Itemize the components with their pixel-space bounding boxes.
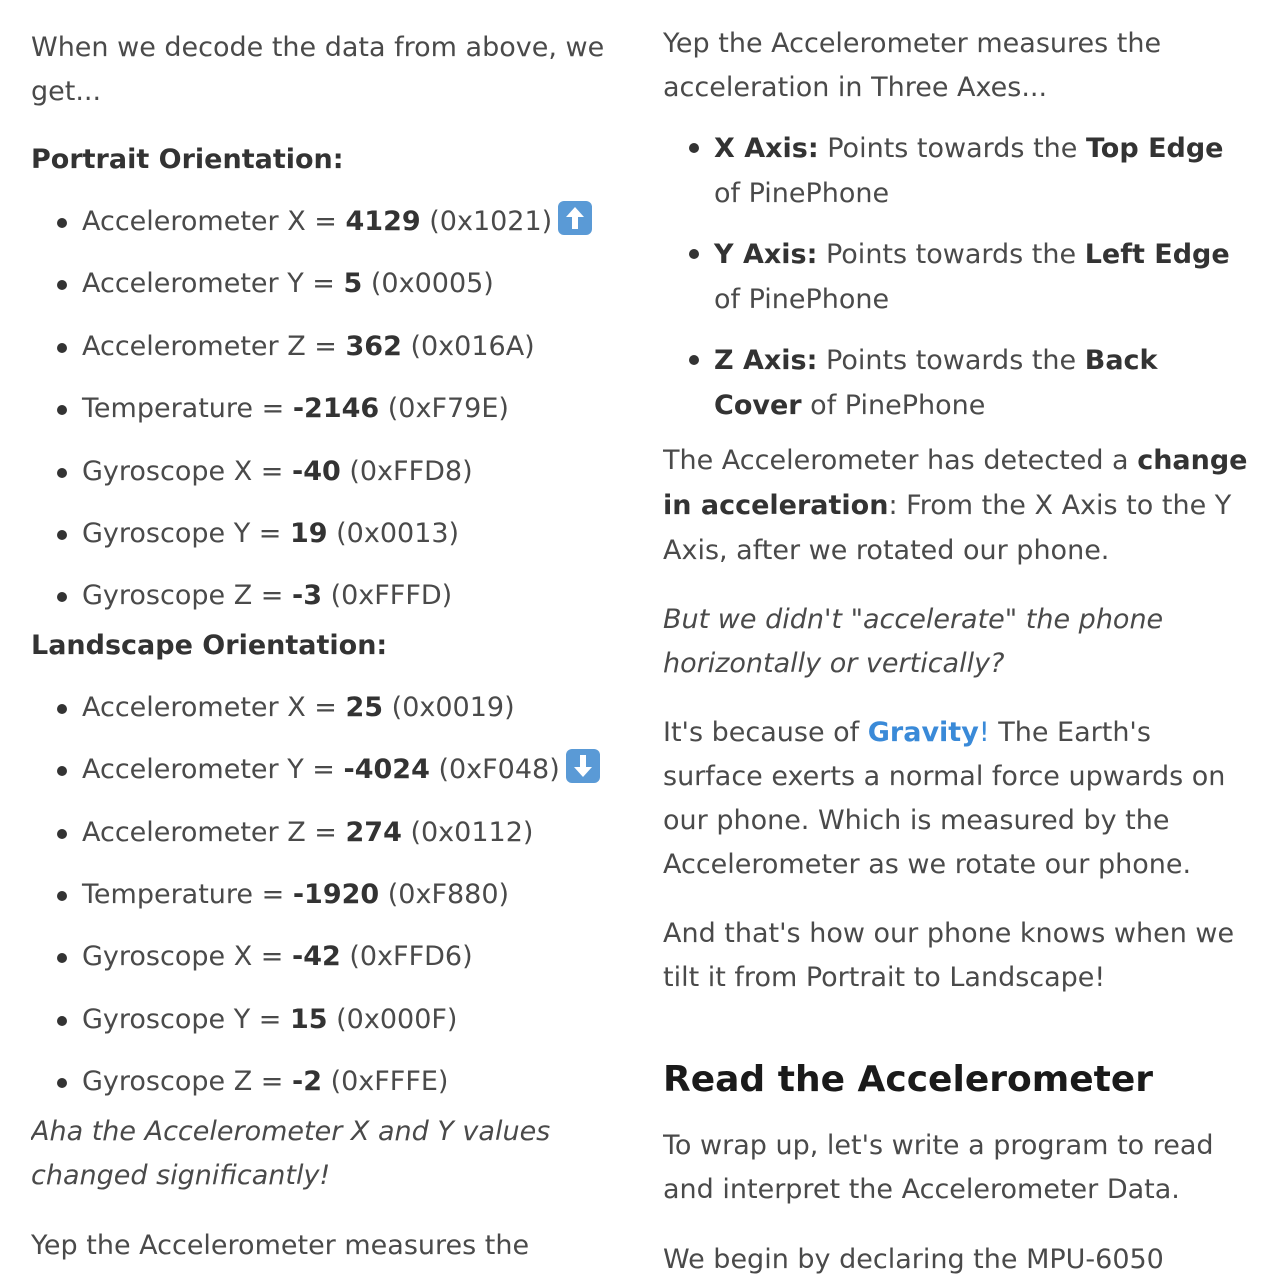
landscape-list	[31, 677, 611, 1114]
list-item	[31, 378, 611, 440]
bullet	[57, 530, 67, 540]
item-value: 5	[343, 268, 363, 300]
item-value: -1920	[292, 878, 380, 910]
right-intro-paragraph: Yep the Accelerometer measures the acceleration in Three Axes...	[663, 28, 1162, 103]
change-bold: change in acceleration	[663, 445, 1248, 521]
axis-text: of PinePhone	[714, 284, 890, 315]
bullet	[57, 218, 67, 228]
list-item	[31, 677, 611, 739]
list-item	[31, 565, 611, 627]
axis-text: Points towards the	[817, 239, 1085, 270]
item-value: 362	[345, 330, 402, 362]
item-label: Accelerometer X =	[82, 206, 346, 237]
item-hex: (0x000F)	[327, 1003, 458, 1035]
portrait-list	[31, 191, 611, 628]
item-label: Accelerometer Z =	[82, 330, 346, 362]
bullet	[57, 468, 67, 478]
item-label: Accelerometer Y =	[82, 754, 344, 786]
axis-text: of PinePhone	[801, 390, 986, 421]
bullet	[57, 280, 67, 290]
bullet	[689, 143, 699, 153]
item-label: Gyroscope Z =	[82, 580, 292, 612]
item-hex: (0xF048)	[429, 754, 560, 786]
list-item	[31, 802, 611, 864]
list-item	[663, 126, 1248, 216]
gravity-paragraph	[663, 711, 1248, 887]
item-value: -4024	[343, 754, 430, 786]
cutoff-paragraph: Yep the Accelerometer measures the	[31, 1230, 530, 1262]
bullet	[689, 249, 699, 259]
list-item	[31, 191, 611, 253]
bullet	[57, 766, 67, 776]
axis-text: of PinePhone	[714, 178, 890, 209]
question-text: But we didn't "accelerate" the phone horizontally or vertically?	[663, 604, 1164, 679]
gravity-link[interactable]: Gravity	[867, 717, 979, 748]
axis-name: Z Axis:	[714, 345, 818, 376]
item-value: 25	[345, 691, 384, 723]
axis-target: Back Cover	[714, 345, 1158, 421]
bullet	[57, 405, 67, 415]
item-hex: (0x0013)	[327, 517, 460, 549]
bullet	[57, 704, 67, 714]
item-value: -42	[291, 941, 341, 973]
item-label: Accelerometer Y =	[82, 268, 344, 300]
wrap-up-paragraph: To wrap up, let's write a program to read and interpret the Accelerometer Data.	[663, 1130, 1214, 1205]
item-hex: (0xF880)	[379, 878, 510, 910]
item-hex: (0x1021)	[420, 206, 553, 237]
item-hex: (0x0019)	[383, 691, 515, 723]
item-label: Gyroscope Y =	[82, 517, 290, 549]
portrait-heading: Portrait Orientation:	[31, 144, 344, 175]
bullet	[689, 355, 699, 365]
gravity-link-tail[interactable]: !	[978, 717, 990, 748]
list-item	[31, 441, 611, 503]
up-arrow-icon	[558, 201, 592, 235]
gravity-text: The Earth's surface exerts a normal force upwards on our phone. Which is measured by the Accelerometer as we rotate our phone.	[663, 717, 1226, 880]
bullet	[57, 953, 67, 963]
list-item	[31, 739, 611, 801]
list-item	[663, 232, 1248, 322]
item-hex: (0xFFFE)	[321, 1066, 449, 1098]
bullet	[57, 592, 67, 602]
list-item	[31, 253, 611, 315]
item-value: -2146	[292, 393, 380, 425]
item-value: -3	[291, 580, 322, 612]
conclusion-text: Aha the Accelerometer X and Y values changed significantly!	[31, 1116, 551, 1192]
item-value: 15	[289, 1003, 328, 1035]
item-label: Temperature =	[82, 393, 293, 425]
item-value: 274	[345, 816, 402, 848]
change-text: : From the X Axis to the Y Axis, after we rotated our phone.	[663, 490, 1232, 566]
item-value: -2	[291, 1066, 322, 1098]
item-label: Accelerometer X =	[82, 691, 346, 723]
bullet	[57, 343, 67, 353]
change-paragraph	[663, 438, 1248, 573]
item-hex: (0x0005)	[362, 268, 494, 300]
right-column	[663, 0, 1248, 1280]
list-item	[31, 989, 611, 1051]
bullet	[57, 891, 67, 901]
item-hex: (0xFFD8)	[340, 455, 473, 487]
list-item	[663, 338, 1248, 428]
gravity-text: It's because of	[663, 717, 868, 748]
axis-text: Points towards the	[817, 345, 1085, 376]
item-value: -40	[291, 455, 341, 487]
list-item	[31, 503, 611, 565]
section-title: Read the Accelerometer	[663, 1059, 1154, 1100]
axis-target: Top Edge	[1085, 133, 1224, 164]
tilt-paragraph: And that's how our phone knows when we tilt it from Portrait to Landscape!	[663, 918, 1235, 993]
intro-paragraph: When we decode the data from above, we get...	[31, 32, 605, 107]
conclusion-paragraph	[31, 1110, 611, 1198]
question-paragraph	[663, 598, 1248, 686]
down-arrow-icon	[566, 749, 600, 783]
item-hex: (0x0112)	[401, 816, 534, 848]
item-hex: (0xFFFD)	[321, 580, 453, 612]
item-label: Gyroscope X =	[82, 455, 292, 487]
item-hex: (0xF79E)	[379, 393, 509, 425]
list-item	[31, 864, 611, 926]
bullet	[57, 1016, 67, 1026]
item-label: Temperature =	[82, 878, 293, 910]
list-item	[31, 926, 611, 988]
bullet	[57, 1078, 67, 1088]
item-label: Gyroscope Y =	[82, 1003, 290, 1035]
left-column	[31, 0, 611, 1280]
axis-text: Points towards the	[818, 133, 1086, 164]
item-label: Gyroscope X =	[82, 941, 292, 973]
bullet	[57, 829, 67, 839]
list-item	[31, 1051, 611, 1113]
axes-list	[663, 126, 1248, 428]
axis-name: Y Axis:	[714, 239, 818, 270]
item-hex: (0xFFD6)	[340, 941, 473, 973]
landscape-heading: Landscape Orientation:	[31, 629, 388, 661]
axis-name: X Axis:	[714, 133, 819, 164]
cutoff-paragraph: We begin by declaring the MPU-6050	[663, 1244, 1164, 1275]
item-hex: (0x016A)	[401, 330, 535, 362]
list-item	[31, 316, 611, 378]
axis-target: Left Edge	[1084, 239, 1230, 270]
item-value: 19	[289, 517, 328, 549]
change-text: The Accelerometer has detected a	[663, 445, 1138, 476]
item-label: Gyroscope Z =	[82, 1066, 292, 1098]
item-label: Accelerometer Z =	[82, 816, 346, 848]
item-value: 4129	[345, 206, 421, 237]
